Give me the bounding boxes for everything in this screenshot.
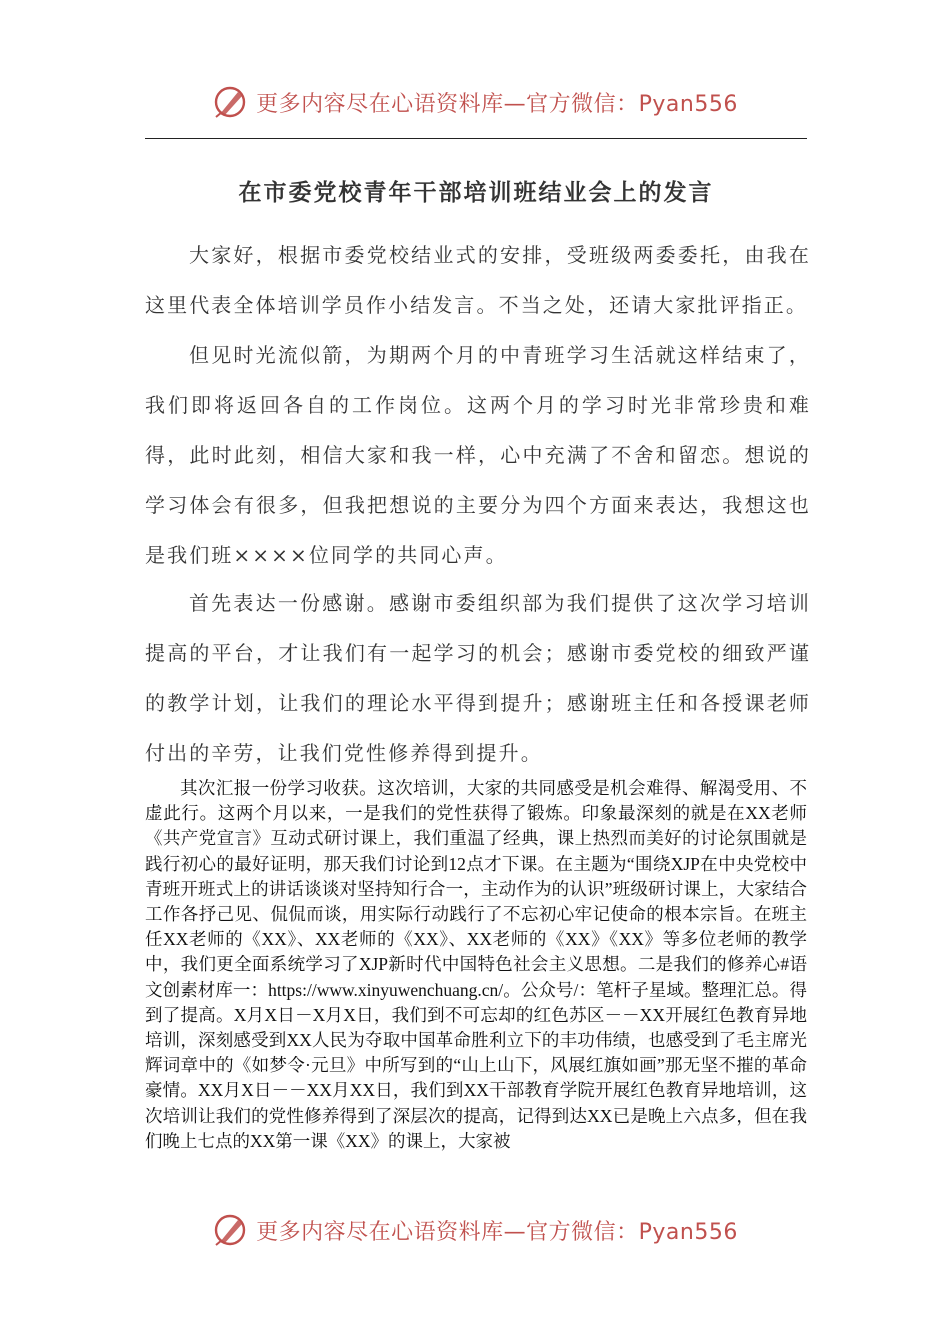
pen-circle-icon: [212, 1212, 248, 1248]
header-banner-text: 更多内容尽在心语资料库—官方微信：Pyan556: [256, 91, 738, 117]
pen-circle-icon: [212, 84, 248, 120]
paragraph-3: 首先表达一份感谢。感谢市委组织部为我们提供了这次学习培训提高的平台，才让我们有一起学习的机会；感谢市委党校的细致严谨的教学计划，让我们的理论水平得到提升；感谢班主任和各授课老师付出的辛劳，让我们党性修养得到提升。: [145, 591, 811, 765]
header-banner: [0, 84, 950, 120]
footer-banner: [0, 1212, 950, 1248]
header-divider: [145, 138, 807, 139]
paragraph-2: 但见时光流似箭，为期两个月的中青班学习生活就这样结束了，我们即将返回各自的工作岗位。这两个月的学习时光非常珍贵和难得，此时此刻，相信大家和我一样，心中充满了不舍和留恋。想说的学习体会有很多，但我把想说的主要分为四个方面来表达，我想这也是我们班××××位同学的共同心声。: [145, 343, 811, 567]
paragraph-3-block: [145, 578, 811, 778]
document-title: 在市委党校青年干部培训班结业会上的发言: [238, 180, 714, 206]
paragraph-1-block: [145, 230, 811, 330]
paragraph-4: 其次汇报一份学习收获。这次培训，大家的共同感受是机会难得、解渴受用、不虚此行。这两个月以来，一是我们的党性获得了锻炼。印象最深刻的就是在XX老师《共产党宣言》互动式研讨课上，我们重温了经典，课上热烈而美好的讨论氛围就是践行初心的最好证明，那天我们讨论到12点才下课。在主题为“围绕XJP在中央党校中青班开班式上的讲话谈谈对坚持知行合一，主动作为的认识”班级研讨课上，大家结合工作各抒己见、侃侃而谈，用实际行动践行了不忘初心牢记使命的根本宗旨。在班主任XX老师的《XX》、XX老师的《XX》、XX老师的《XX》《XX》等多位老师的教学中，我们更全面系统学习了XJP新时代中国特色社会主义思想。二是我们的修养心#语文创素材库一：https://www.xinyuwenchuang.cn/。公众号/：笔杆子星域。整理汇总。得到了提高。X月X日－X月X日，我们到不可忘却的红色苏区－－XX开展红色教育异地培训，深刻感受到XX人民为夺取中国革命胜利立下的丰功伟绩，也感受到了毛主席光辉词章中的《如梦令·元旦》中所写到的“山上山下，风展红旗如画”那无坚不摧的革命豪情。XX月X日－－XX月XX日，我们到XX干部教育学院开展红色教育异地培训，这次培训让我们的党性修养得到了深层次的提高，记得到达XX已是晚上六点多，但在我们晚上七点的XX第一课《XX》的课上，大家被: [145, 778, 807, 1151]
paragraph-2-block: [145, 330, 811, 580]
paragraph-1: 大家好，根据市委党校结业式的安排，受班级两委委托，由我在这里代表全体培训学员作小结发言。不当之处，还请大家批评指正。: [145, 243, 811, 317]
footer-banner-text: 更多内容尽在心语资料库—官方微信：Pyan556: [256, 1219, 738, 1245]
